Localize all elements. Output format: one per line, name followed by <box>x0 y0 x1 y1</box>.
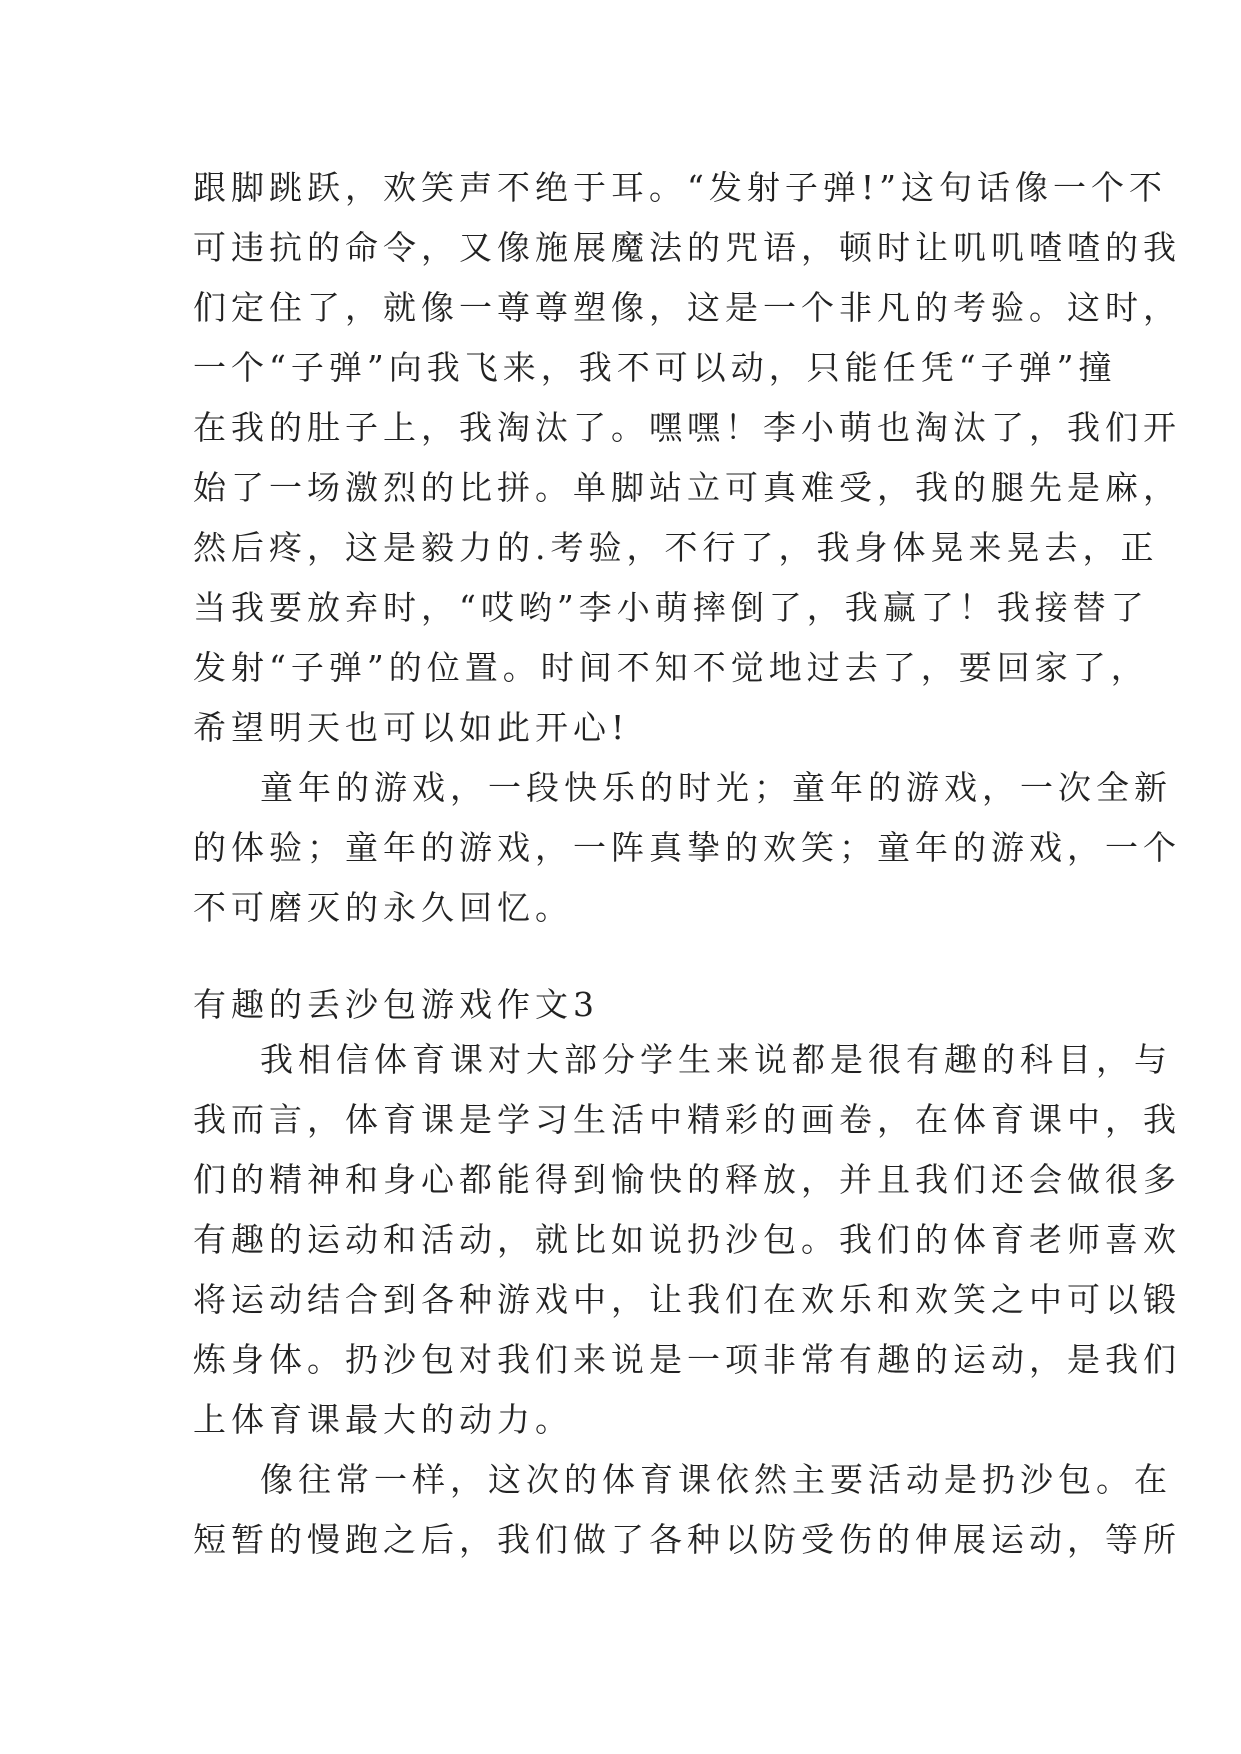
paragraph-start-line: 我相信体育课对大部分学生来说都是很有趣的科目，与 <box>260 1040 1172 1079</box>
text-line: 将运动结合到各种游戏中，让我们在欢乐和欢笑之中可以锻 <box>193 1280 1181 1319</box>
text-line: 上体育课最大的动力。 <box>193 1400 573 1439</box>
text-line: 炼身体。扔沙包对我们来说是一项非常有趣的运动，是我们 <box>193 1340 1181 1379</box>
text-line: 发射“子弹”的位置。时间不知不觉地过去了，要回家了， <box>193 648 1149 687</box>
text-line: 然后疼，这是毅力的.考验，不行了，我身体晃来晃去，正 <box>193 528 1159 567</box>
text-line: 短暂的慢跑之后，我们做了各种以防受伤的伸展运动，等所 <box>193 1520 1181 1559</box>
text-line: 的体验；童年的游戏，一阵真挚的欢笑；童年的游戏，一个 <box>193 828 1181 867</box>
section-heading: 有趣的丢沙包游戏作文3 <box>193 985 599 1024</box>
text-line: 一个“子弹”向我飞来，我不可以动，只能任凭“子弹”撞 <box>193 348 1117 387</box>
text-line: 跟脚跳跃，欢笑声不绝于耳。“发射子弹!”这句话像一个不 <box>193 168 1168 207</box>
text-line: 始了一场激烈的比拼。单脚站立可真难受，我的腿先是麻， <box>193 468 1181 507</box>
text-line: 当我要放弃时，“哎哟”李小萌摔倒了，我赢了！我接替了 <box>193 588 1149 627</box>
text-line: 希望明天也可以如此开心! <box>193 708 630 747</box>
text-line: 在我的肚子上，我淘汰了。嘿嘿！李小萌也淘汰了，我们开 <box>193 408 1181 447</box>
text-line: 不可磨灭的永久回忆。 <box>193 888 573 927</box>
text-line: 有趣的运动和活动，就比如说扔沙包。我们的体育老师喜欢 <box>193 1220 1181 1259</box>
paragraph-start-line: 像往常一样，这次的体育课依然主要活动是扔沙包。在 <box>260 1460 1172 1499</box>
text-line: 们定住了，就像一尊尊塑像，这是一个非凡的考验。这时， <box>193 288 1181 327</box>
text-line: 可违抗的命令，又像施展魔法的咒语，顿时让叽叽喳喳的我 <box>193 228 1181 267</box>
paragraph-start-line: 童年的游戏，一段快乐的时光；童年的游戏，一次全新 <box>260 768 1172 807</box>
text-line: 们的精神和身心都能得到愉快的释放，并且我们还会做很多 <box>193 1160 1181 1199</box>
text-line: 我而言，体育课是学习生活中精彩的画卷，在体育课中，我 <box>193 1100 1181 1139</box>
